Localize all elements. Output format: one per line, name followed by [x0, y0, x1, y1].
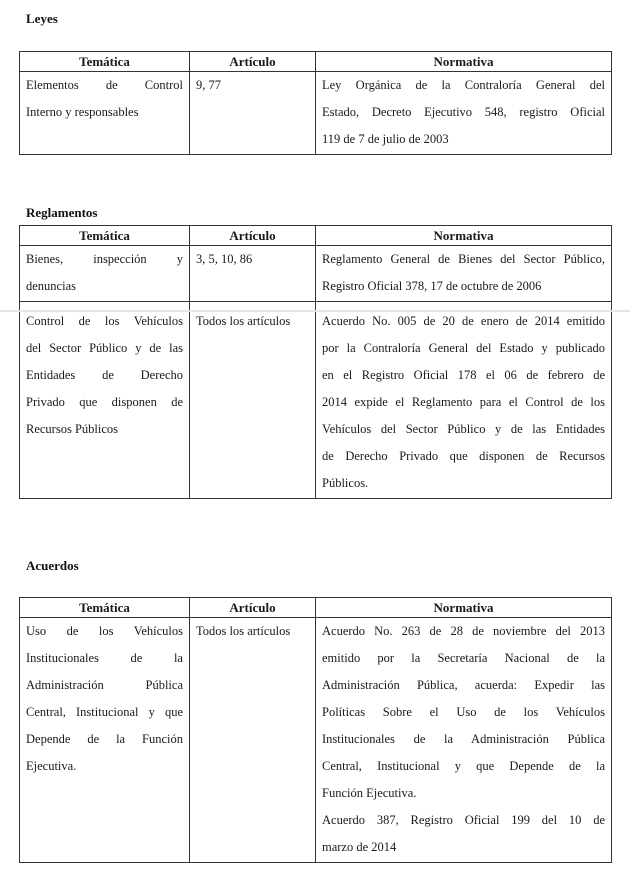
text-line: Políticas Sobre el Uso de los Vehículos: [322, 705, 605, 719]
table-leyes: [19, 51, 612, 155]
text-line: Entidades de Derecho: [26, 368, 183, 382]
cell-articulo: [190, 302, 316, 499]
text-line: Acuerdo 387, Registro Oficial 199 del 10 de: [322, 813, 605, 827]
text-line: Ejecutiva.: [26, 759, 77, 773]
table-reglamentos: [19, 225, 612, 499]
section-title-acuerdos: Acuerdos: [26, 558, 79, 573]
text-line: Uso de los Vehículos: [26, 624, 183, 638]
table-row: [20, 302, 612, 499]
text-line: Administración Pública, acuerda: Expedir las: [322, 678, 605, 692]
cell-normativa: [316, 246, 612, 302]
text-line: Elementos de Control: [26, 78, 183, 92]
cell-tematica: [20, 618, 190, 863]
cell-tematica: [20, 72, 190, 155]
text-line: 2014 expide el Reglamento para el Control de los: [322, 395, 605, 409]
text-line: Control de los Vehículos: [26, 314, 183, 328]
header-articulo: Artículo: [190, 226, 316, 246]
cell-articulo: [190, 72, 316, 155]
text-line: Institucionales de la Administración Pública: [322, 732, 605, 746]
table-header-row: [20, 598, 612, 618]
text-line: Central, Institucional y que Depende de la: [322, 759, 605, 773]
table-row: [20, 246, 612, 302]
header-tematica: Temática: [20, 598, 190, 618]
text-line: Públicos.: [322, 476, 369, 490]
text-line: Acuerdo No. 005 de 20 de enero de 2014 emitido: [322, 314, 605, 328]
text-line: Estado, Decreto Ejecutivo 548, registro Oficial: [322, 105, 605, 119]
cell-articulo: [190, 246, 316, 302]
text-line: Registro Oficial 378, 17 de octubre de 2006: [322, 279, 542, 293]
text-line: Función Ejecutiva.: [322, 786, 417, 800]
text-line: de Derecho Privado que disponen de Recursos: [322, 449, 605, 463]
text-line: denuncias: [26, 279, 76, 293]
cell-normativa: [316, 302, 612, 499]
text-line: 3, 5, 10, 86: [196, 252, 253, 266]
text-line: Vehículos del Sector Público y de las Entidades: [322, 422, 605, 436]
header-normativa: Normativa: [316, 226, 612, 246]
text-line: Institucionales de la: [26, 651, 183, 665]
cell-normativa: [316, 72, 612, 155]
text-line: Todos los artículos: [196, 314, 291, 328]
text-line: Reglamento General de Bienes del Sector Público,: [322, 252, 605, 266]
text-line: del Sector Público y de las: [26, 341, 183, 355]
header-tematica: Temática: [20, 52, 190, 72]
table-header-row: [20, 52, 612, 72]
table-row: [20, 72, 612, 155]
table-row: [20, 618, 612, 863]
text-line: emitido por la Secretaría Nacional de la: [322, 651, 605, 665]
header-articulo: Artículo: [190, 598, 316, 618]
cell-articulo: [190, 618, 316, 863]
text-line: 119 de 7 de julio de 2003: [322, 132, 449, 146]
cell-tematica: [20, 246, 190, 302]
text-line: Central, Institucional y que: [26, 705, 183, 719]
text-line: 9, 77: [196, 78, 221, 92]
section-title-reglamentos: Reglamentos: [26, 205, 98, 220]
text-line: Interno y responsables: [26, 105, 139, 119]
text-line: Bienes, inspección y: [26, 252, 183, 266]
text-line: Recursos Públicos: [26, 422, 119, 436]
text-line: Administración Pública: [26, 678, 183, 692]
header-tematica: Temática: [20, 226, 190, 246]
text-line: Todos los artículos: [196, 624, 291, 638]
cell-normativa: [316, 618, 612, 863]
header-normativa: Normativa: [316, 52, 612, 72]
text-line: Privado que disponen de: [26, 395, 183, 409]
cell-tematica: [20, 302, 190, 499]
header-articulo: Artículo: [190, 52, 316, 72]
text-line: marzo de 2014: [322, 840, 397, 854]
text-line: por la Contraloría General del Estado y publicado: [322, 341, 605, 355]
header-normativa: Normativa: [316, 598, 612, 618]
table-acuerdos: [19, 597, 612, 863]
text-line: Acuerdo No. 263 de 28 de noviembre del 2013: [322, 624, 605, 638]
text-line: Ley Orgánica de la Contraloría General del: [322, 78, 605, 92]
text-line: Depende de la Función: [26, 732, 183, 746]
table-header-row: [20, 226, 612, 246]
section-title-leyes: Leyes: [26, 11, 58, 26]
text-line: en el Registro Oficial 178 el 06 de febrero de: [322, 368, 605, 382]
scan-artifact-line: [0, 310, 630, 312]
